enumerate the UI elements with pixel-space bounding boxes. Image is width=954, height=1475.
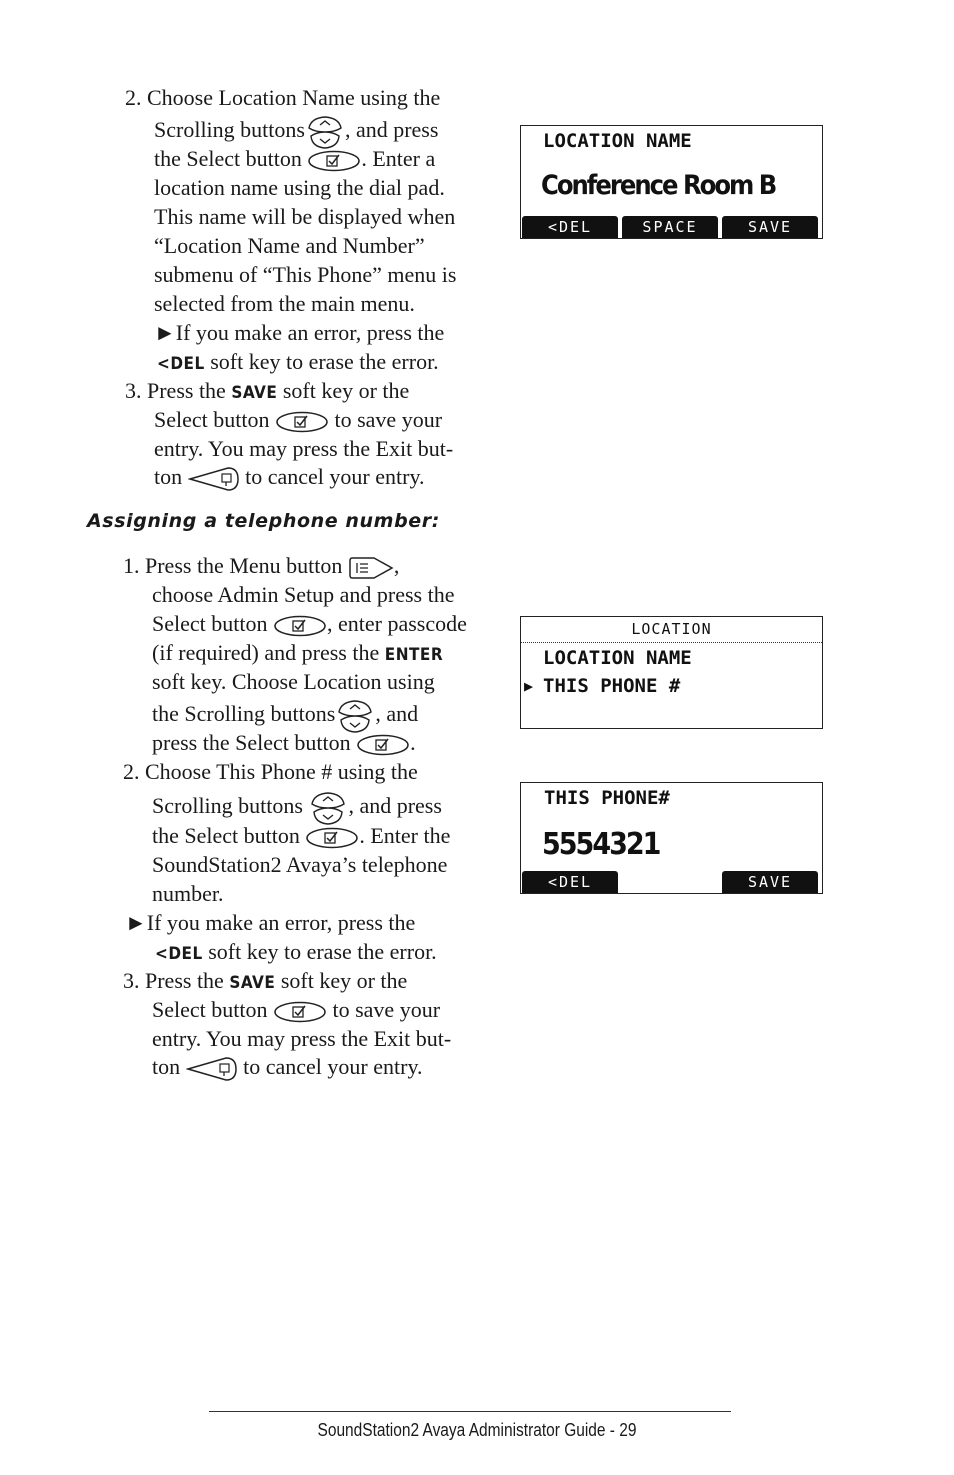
lcd-this-phone-screen: [520, 782, 823, 894]
selection-arrow-icon: ▶: [524, 677, 534, 695]
save-softkey[interactable]: SAVE: [722, 871, 818, 893]
del-softkey[interactable]: <DEL: [522, 871, 618, 893]
section-heading: Assigning a telephone number:: [87, 510, 440, 532]
lcd-value: Conference Room B: [541, 170, 776, 201]
select-button-icon: [275, 411, 329, 433]
lcd-location-menu-screen: [520, 616, 823, 729]
step-number: 3.: [125, 378, 142, 403]
save-softkey[interactable]: SAVE: [722, 216, 818, 238]
step-number: 2.: [123, 759, 140, 784]
step-number: 3.: [123, 968, 140, 993]
menu-item-this-phone[interactable]: THIS PHONE #: [543, 675, 681, 697]
exit-button-icon: [186, 1055, 238, 1083]
select-button-icon: [307, 150, 361, 172]
step-number: 1.: [123, 553, 140, 578]
select-button-icon: [273, 615, 327, 637]
space-softkey[interactable]: SPACE: [622, 216, 718, 238]
step-text: Choose Location Name using the: [147, 85, 441, 110]
select-button-icon: [305, 827, 359, 849]
save-softkey-label: SAVE: [229, 973, 276, 993]
page-footer: SoundStation2 Avaya Administrator Guide - 29: [317, 1420, 637, 1440]
select-button-icon: [273, 1001, 327, 1023]
lcd-location-name-screen: [520, 125, 823, 239]
lcd-header: LOCATION: [631, 620, 712, 638]
lcd-divider: [521, 642, 822, 643]
lcd-softkey-bar: [521, 216, 822, 238]
lcd-softkey-bar: [521, 871, 822, 893]
exit-button-icon: [188, 465, 240, 493]
lcd-title: THIS PHONE#: [544, 787, 670, 809]
menu-button-icon: [348, 555, 394, 581]
step-number: 2.: [125, 85, 142, 110]
save-softkey-label: SAVE: [231, 383, 278, 403]
select-button-icon: [356, 734, 410, 756]
enter-softkey-label: ENTER: [384, 645, 444, 665]
lcd-value: 5554321: [542, 827, 660, 862]
del-softkey-label: <DEL: [155, 944, 203, 964]
lcd-title: LOCATION NAME: [543, 130, 692, 152]
del-softkey[interactable]: <DEL: [522, 216, 618, 238]
del-softkey-label: <DEL: [157, 354, 205, 374]
menu-item-location-name[interactable]: LOCATION NAME: [543, 647, 692, 669]
footer-rule: [209, 1411, 731, 1412]
